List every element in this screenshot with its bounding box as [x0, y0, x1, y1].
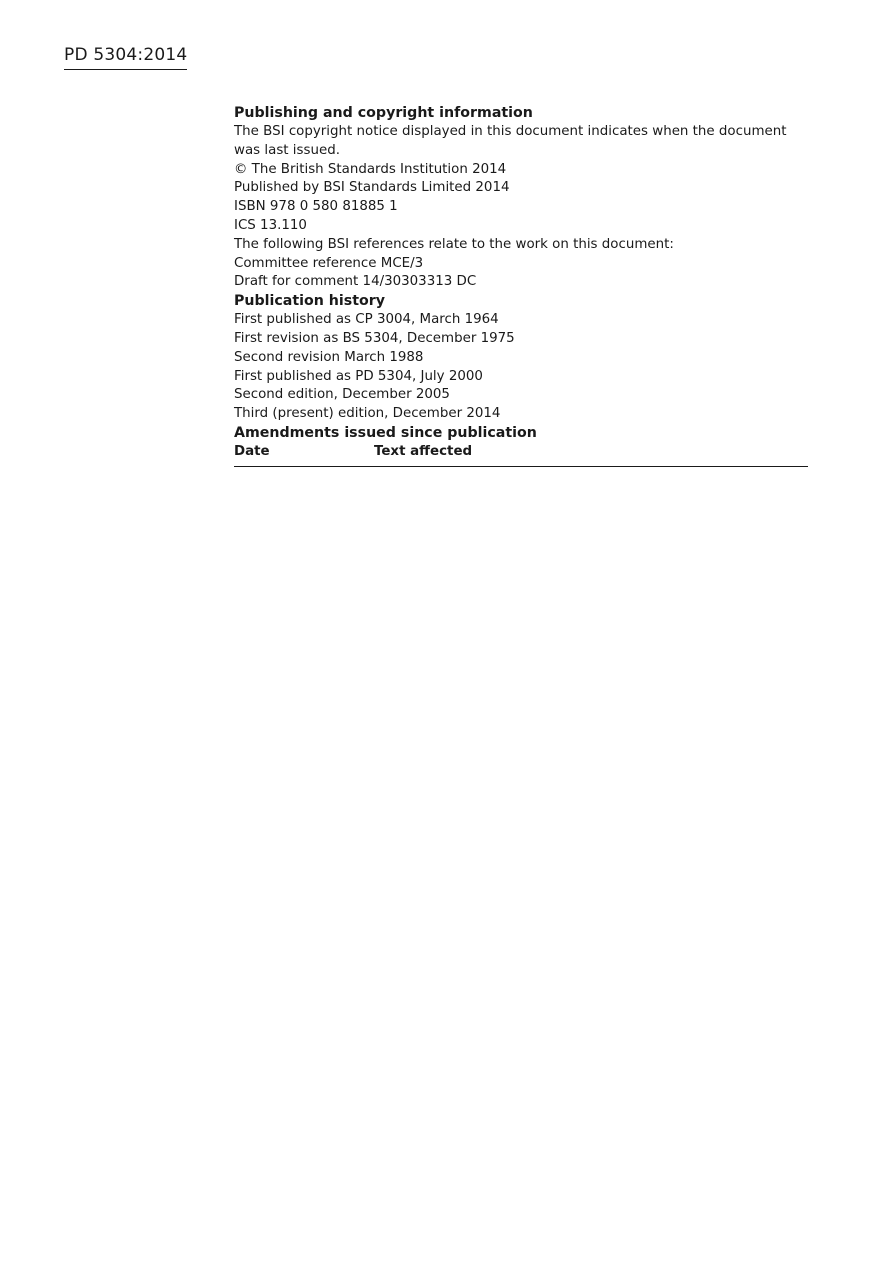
history-item: Second edition, December 2005: [234, 387, 450, 403]
history-item: Second revision March 1988: [234, 349, 424, 365]
isbn-line: ISBN 978 0 580 81885 1: [234, 199, 398, 215]
history-item: First revision as BS 5304, December 1975: [234, 330, 515, 346]
text-affected-column-header: Text affected: [374, 443, 808, 467]
publishing-info-section: [234, 104, 808, 467]
draft-reference: Draft for comment 14/30303313 DC: [234, 274, 477, 290]
copyright-line: © The British Standards Institution 2014: [234, 161, 507, 177]
notice-line-2: was last issued.: [234, 142, 340, 158]
table-header-row: [234, 443, 808, 467]
ics-line: ICS 13.110: [234, 217, 307, 233]
references-paragraph: [234, 236, 808, 292]
published-by-line: Published by BSI Standards Limited 2014: [234, 180, 510, 196]
references-intro: The following BSI references relate to the work on this document:: [234, 236, 674, 252]
history-heading: Publication history: [234, 293, 385, 310]
notice-line-1: The BSI copyright notice displayed in this document indicates when the document: [234, 124, 787, 139]
committee-reference: Committee reference MCE/3: [234, 255, 424, 271]
copyright-paragraph: [234, 161, 808, 199]
history-item: First published as PD 5304, July 2000: [234, 368, 483, 384]
amendments-heading: Amendments issued since publication: [234, 424, 537, 441]
publishing-heading: Publishing and copyright information: [234, 105, 533, 121]
date-column-header: Date: [234, 443, 374, 467]
copyright-notice-paragraph: [234, 123, 808, 161]
history-item: First published as CP 3004, March 1964: [234, 312, 499, 328]
history-item: Third (present) edition, December 2014: [234, 406, 501, 422]
document-id: PD 5304:2014: [64, 44, 187, 70]
amendments-table: [234, 443, 808, 467]
history-list: [234, 311, 808, 424]
